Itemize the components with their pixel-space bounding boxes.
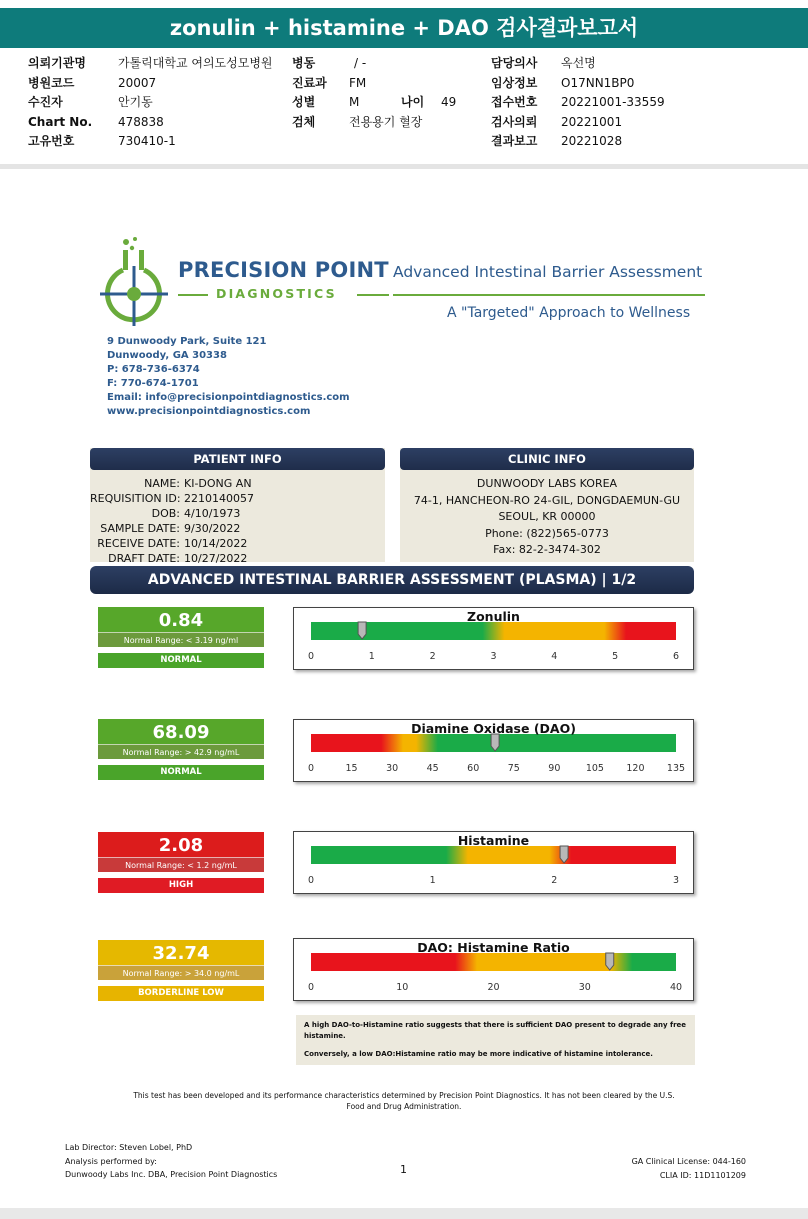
kr-label: 의뢰기관명 (28, 56, 86, 70)
kr-value: 20221001-33559 (561, 95, 665, 109)
kr-value: 안기동 (118, 95, 153, 109)
kr-label: 고유번호 (28, 134, 75, 148)
fda-disclaimer: This test has been developed and its performance characteristics determined by Precision Point Diagnostics. It has not been cleared by the U.S. Food and Drug Administration. (133, 1091, 675, 1111)
tick-label: 75 (507, 763, 520, 774)
tick-label: 135 (666, 763, 686, 774)
gauge-title: Diamine Oxidase (DAO) (411, 721, 576, 736)
result-value: 0.84 (98, 607, 264, 632)
section-title: ADVANCED INTESTINAL BARRIER ASSESSMENT (PLASMA) | 1/2 (90, 566, 694, 594)
tick-label: 6 (672, 651, 680, 662)
tick-label: 3 (672, 875, 680, 886)
dao-result-card (98, 719, 264, 780)
kr-label: 검체 (292, 114, 316, 129)
tick-label: 10 (396, 982, 409, 993)
tick-label: 90 (548, 763, 561, 774)
dob: 4/10/1973 (184, 507, 241, 520)
brand-rule-right (393, 294, 705, 296)
age-value: 49 (441, 95, 457, 109)
tick-label: 0 (307, 763, 315, 774)
kr-label: 임상정보 (491, 75, 538, 90)
tick-label: 20 (487, 982, 500, 993)
normal-range: Normal Range: < 1.2 ng/mL (98, 857, 264, 872)
zonulin-result-card (98, 607, 264, 668)
footer-left (65, 1141, 277, 1182)
requisition-id: 2210140057 (184, 492, 254, 505)
precision-point-logo-icon (98, 236, 170, 328)
tick-label: 0 (307, 651, 315, 662)
kr-label: 성별 (292, 95, 316, 109)
kr-label: 병원코드 (28, 75, 75, 90)
tick-label: 3 (490, 651, 497, 662)
address-line: Dunwoody, GA 30338 (107, 350, 227, 361)
header-divider (0, 164, 808, 169)
gauge-bar (311, 846, 676, 864)
tick-label: 1 (429, 875, 436, 886)
tick-label: 105 (585, 763, 604, 774)
email-link[interactable]: Email: info@precisionpointdiagnostics.com (107, 392, 350, 403)
patient-field-label: REQUISITION ID: (90, 492, 181, 505)
patient-info-heading: PATIENT INFO (90, 448, 385, 470)
tick-label: 1 (368, 651, 375, 662)
clinic-fax: Fax: 82-2-3474-302 (493, 543, 601, 556)
clia-id: CLIA ID: 11D1101209 (659, 1170, 746, 1180)
status-badge: HIGH (98, 878, 264, 893)
report-title: zonulin + histamine + DAO 검사결과보고서 (0, 8, 808, 48)
zonulin-gauge (293, 607, 694, 670)
tick-label: 4 (551, 651, 558, 662)
brand-rule-left (178, 294, 208, 296)
tick-label: 0 (307, 875, 315, 886)
footer-right (632, 1155, 746, 1182)
kr-meta-col1 (28, 54, 273, 152)
tick-label: 60 (467, 763, 480, 774)
page-bottom-edge (0, 1208, 808, 1219)
kr-value: O17NN1BP0 (561, 75, 635, 90)
kr-value: 20007 (118, 75, 157, 90)
patient-field-label: DOB: (151, 507, 180, 520)
kr-value: 옥선명 (561, 56, 596, 70)
tick-label: 30 (578, 982, 591, 993)
clinic-city: SEOUL, KR 00000 (498, 510, 596, 523)
kr-value: 730410-1 (118, 134, 176, 148)
result-value: 68.09 (98, 719, 264, 744)
normal-range: Normal Range: > 42.9 ng/mL (98, 744, 264, 759)
kr-label: 검사의뢰 (491, 114, 538, 129)
brand-name: PRECISION POINT (178, 258, 389, 282)
page-number: 1 (400, 1163, 407, 1176)
analysis-lab: Dunwoody Labs Inc. DBA, Precision Point Diagnostics (65, 1170, 278, 1179)
kr-value: 전용용기 혈장 (349, 114, 423, 129)
patient-info-grid (90, 476, 254, 566)
normal-range: Normal Range: > 34.0 ng/mL (98, 965, 264, 980)
age-label: 나이 (401, 95, 425, 109)
kr-meta-col3 (491, 54, 665, 152)
clinic-address: 74-1, HANCHEON-RO 24-GIL, DONGDAEMUN-GU (413, 493, 681, 507)
kr-value: M (349, 95, 360, 109)
tick-label: 2 (429, 651, 436, 662)
tick-label: 2 (551, 875, 558, 886)
kr-value: 가톨릭대학교 여의도성모병원 (118, 56, 273, 70)
status-badge: BORDERLINE LOW (98, 986, 264, 1001)
patient-name: KI-DONG AN (184, 477, 252, 490)
histamine-gauge (293, 831, 694, 894)
kr-label: 접수번호 (491, 95, 538, 109)
kr-value: 20221001 (561, 114, 623, 129)
gauge-title: Zonulin (467, 609, 520, 624)
patient-info-box (90, 448, 385, 565)
website-link[interactable]: www.precisionpointdiagnostics.com (107, 406, 311, 417)
phone-line: P: 678-736-6374 (107, 364, 200, 375)
kr-value: 478838 (118, 114, 164, 129)
tick-label: 0 (307, 982, 315, 993)
patient-field-label: DRAFT DATE: (108, 552, 180, 565)
product-name: Advanced Intestinal Barrier Assessment (393, 263, 703, 281)
kr-label: 담당의사 (491, 56, 538, 70)
normal-range: Normal Range: < 3.19 ng/ml (98, 632, 264, 647)
lab-director: Lab Director: Steven Lobel, PhD (65, 1143, 193, 1152)
tick-label: 15 (345, 763, 358, 774)
kr-value: 20221028 (561, 134, 623, 148)
dao-gauge (293, 719, 694, 782)
note-line: Conversely, a low DAO:Histamine ratio may be more indicative of histamine intolerance. (304, 1050, 653, 1058)
kr-label: 결과보고 (491, 134, 538, 148)
status-badge: NORMAL (98, 765, 264, 780)
patient-field-label: SAMPLE DATE: (100, 522, 180, 535)
ratio-result-card (98, 940, 264, 1001)
kr-meta-col2 (292, 54, 456, 132)
brand-rule-mid (357, 294, 389, 296)
gauge-bar (311, 953, 676, 971)
draft-date: 10/27/2022 (184, 552, 248, 565)
kr-value: / - (354, 56, 367, 70)
clinic-info-heading: CLINIC INFO (400, 448, 694, 470)
tick-label: 5 (612, 651, 619, 662)
tick-label: 45 (426, 763, 439, 774)
result-value: 32.74 (98, 940, 264, 965)
sample-date: 9/30/2022 (184, 522, 241, 535)
note-line: A high DAO-to-Histamine ratio suggests that there is sufficient DAO present to degrade any free histamine. (304, 1021, 687, 1040)
ratio-note (296, 1015, 695, 1065)
tick-label: 120 (626, 763, 645, 774)
tick-label: 40 (669, 982, 683, 993)
result-value: 2.08 (98, 832, 264, 857)
ratio-gauge (293, 938, 694, 1001)
clinic-phone: Phone: (822)565-0773 (485, 526, 609, 540)
tick-label: 30 (386, 763, 399, 774)
status-badge: NORMAL (98, 653, 264, 668)
ga-license: GA Clinical License: 044-160 (631, 1157, 746, 1166)
brand-diagnostics: DIAGNOSTICS (216, 286, 337, 301)
clinic-name: DUNWOODY LABS KOREA (476, 477, 618, 490)
kr-label: 진료과 (292, 75, 327, 90)
brand-tagline: A "Targeted" Approach to Wellness (447, 305, 691, 321)
receive-date: 10/14/2022 (184, 537, 248, 550)
gauge-title: DAO: Histamine Ratio (417, 940, 570, 955)
clinic-info-box (400, 448, 694, 562)
gauge-title: Histamine (457, 833, 530, 848)
kr-label: Chart No. (28, 114, 93, 129)
fax-line: F: 770-674-1701 (107, 378, 199, 389)
clinic-info-lines (400, 476, 694, 559)
lab-address (107, 335, 350, 419)
kr-value: FM (349, 75, 367, 90)
analysis-label: Analysis performed by: (65, 1156, 157, 1166)
kr-label: 병동 (292, 56, 316, 70)
histamine-result-card (98, 832, 264, 893)
kr-label: 수진자 (28, 95, 63, 109)
address-line: 9 Dunwoody Park, Suite 121 (107, 336, 267, 347)
patient-field-label: NAME: (144, 477, 180, 490)
patient-field-label: RECEIVE DATE: (97, 537, 180, 550)
